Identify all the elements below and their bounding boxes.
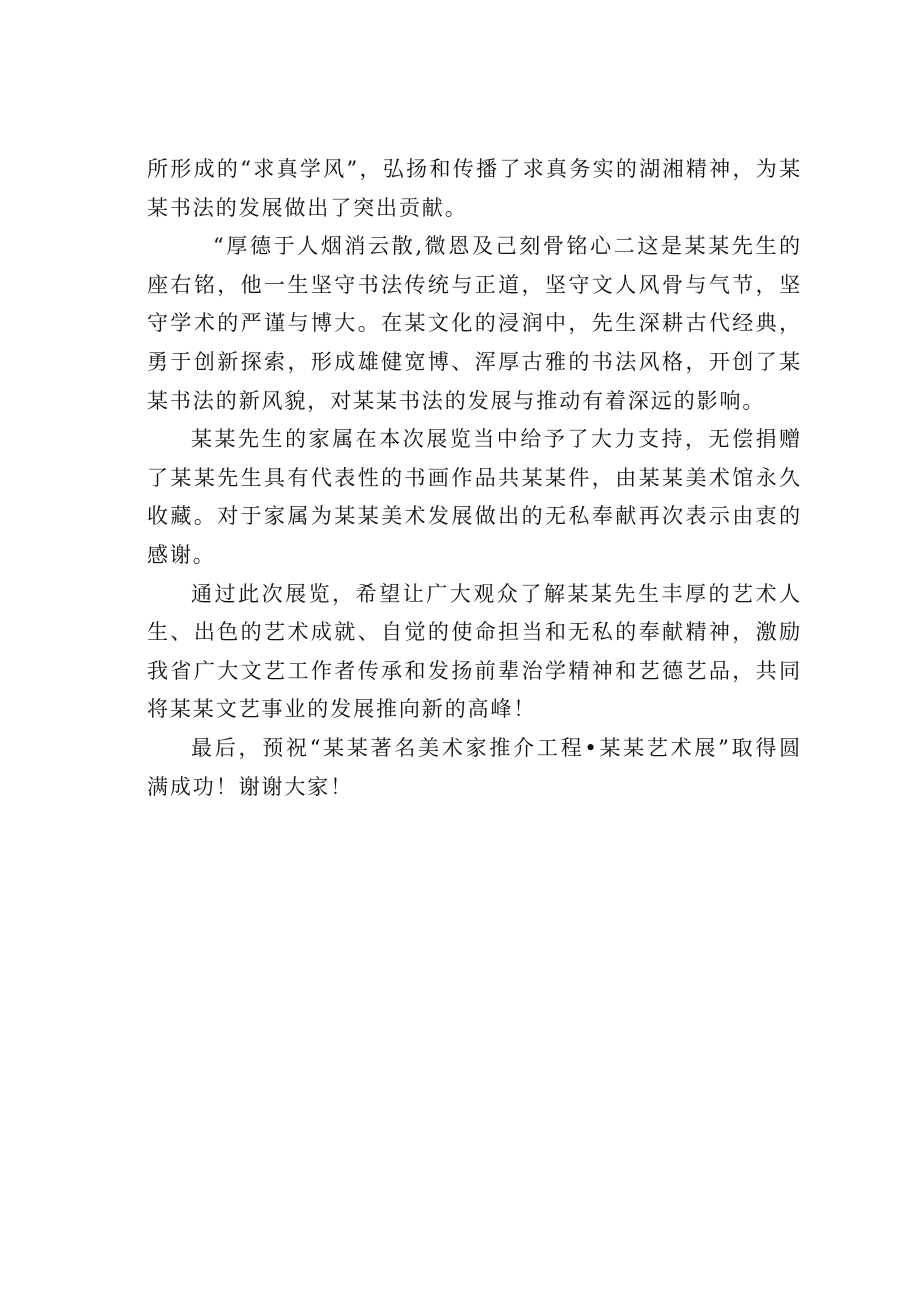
paragraph-motto: “厚德于人烟消云散,微恩及己刻骨铭心二这是某某先生的座右铭，他一生坚守书法传统与正道，坚守文人风骨与气节，坚守学术的严谨与博大。在某文化的浸润中，先生深耕古代经典，勇于创新探索，形成雄健宽博、浑厚古雅的书法风格，开创了某某书法的新风貌，对某某书法的发展与推动有着深远的影响。 <box>147 234 802 413</box>
paragraph-closing: 最后，预祝“某某著名美术家推介工程•某某艺术展”取得圆满成功！谢谢大家！ <box>147 735 802 799</box>
paragraph-exhibition-hope: 通过此次展览，希望让广大观众了解某某先生丰厚的艺术人生、出色的艺术成就、自觉的使命担当和无私的奉献精神，激励我省广大文艺工作者传承和发扬前辈治学精神和艺德艺品，共同将某某文艺事业的发展推向新的高峰！ <box>147 581 802 722</box>
paragraph-continuation: 所形成的“求真学风”，弘扬和传播了求真务实的湖湘精神，为某某书法的发展做出了突出贡献。 <box>147 157 802 220</box>
paragraph-donation: 某某先生的家属在本次展览当中给予了大力支持，无偿捐赠了某某先生具有代表性的书画作品共某某件，由某某美术馆永久收藏。对于家属为某某美术发展做出的无私奉献再次表示由衷的感谢。 <box>147 427 802 567</box>
document-page <box>147 150 802 806</box>
